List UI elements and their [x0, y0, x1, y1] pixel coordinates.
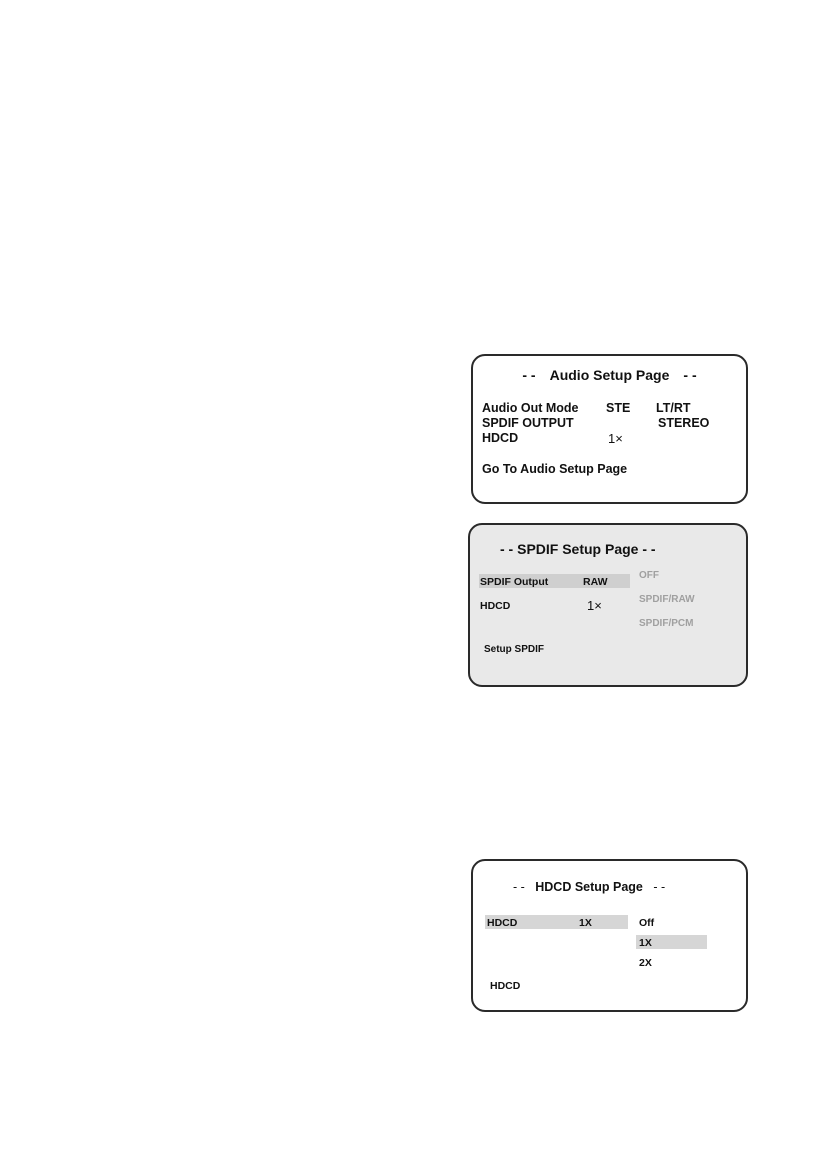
hdcd-setup-title-text: HDCD Setup Page — [535, 880, 643, 894]
title-dash-right: - - — [653, 880, 666, 894]
audio-setup-panel — [471, 354, 748, 504]
option-spdif-pcm[interactable]: SPDIF/PCM — [639, 618, 694, 629]
option-spdif-raw[interactable]: SPDIF/RAW — [639, 594, 695, 605]
menu-item-hdcd[interactable]: HDCD — [482, 431, 519, 445]
hdcd-value: 1× — [608, 431, 623, 446]
title-dash-left: - - — [522, 367, 536, 383]
spdif-setup-panel — [468, 523, 748, 687]
menu-item-hdcd[interactable]: HDCD — [487, 917, 518, 929]
option-off[interactable]: OFF — [639, 570, 659, 581]
spdif-setup-title: - - SPDIF Setup Page - - — [500, 541, 656, 557]
option-lt-rt[interactable]: LT/RT — [656, 401, 691, 415]
menu-item-audio-out-mode[interactable]: Audio Out Mode — [482, 401, 579, 415]
title-dash-right: - - — [683, 367, 697, 383]
option-1x[interactable]: 1X — [639, 937, 652, 949]
option-stereo[interactable]: STEREO — [658, 416, 710, 430]
spdif-output-value: RAW — [583, 576, 608, 588]
option-off[interactable]: Off — [639, 917, 655, 929]
audio-out-mode-value: STE — [606, 401, 631, 415]
audio-setup-title — [473, 367, 746, 383]
spdif-setup-footer: Setup SPDIF — [484, 644, 545, 655]
hdcd-value: 1× — [587, 598, 602, 613]
title-dash-left: - - — [513, 880, 525, 894]
hdcd-setup-panel — [471, 859, 748, 1012]
menu-item-spdif-output[interactable]: SPDIF OUTPUT — [482, 416, 574, 430]
hdcd-setup-footer: HDCD — [490, 980, 521, 992]
audio-setup-title-text: Audio Setup Page — [549, 367, 670, 383]
hdcd-value: 1X — [579, 917, 592, 929]
menu-item-spdif-output[interactable]: SPDIF Output — [480, 576, 549, 588]
option-2x[interactable]: 2X — [639, 957, 652, 969]
audio-setup-footer: Go To Audio Setup Page — [482, 462, 628, 476]
menu-item-hdcd[interactable]: HDCD — [480, 600, 511, 612]
hdcd-setup-title — [513, 880, 665, 894]
